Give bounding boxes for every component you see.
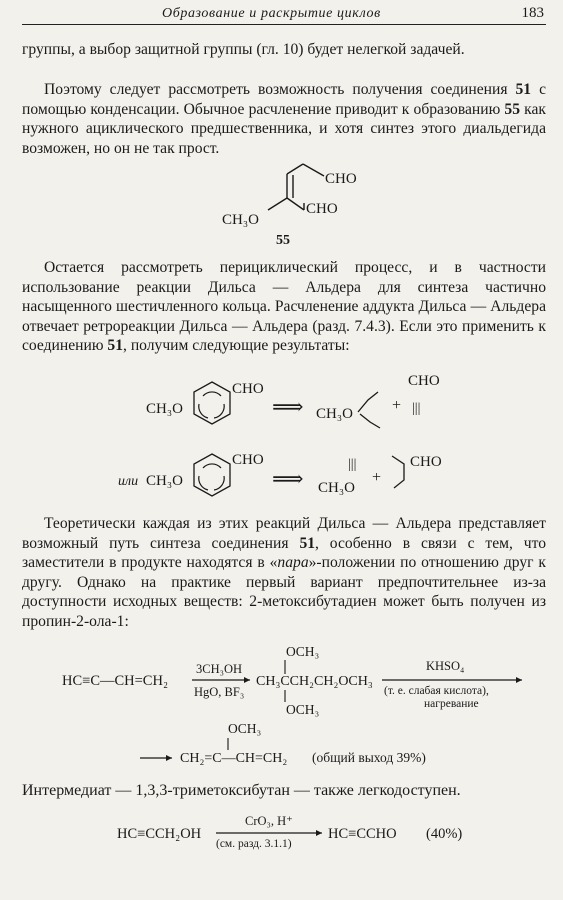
paragraph-3-text-a: Остается рассмотреть перициклический процесс, и в частности использование реакции Дильса — Альдера для синтеза частично насыщенного шестичленного кольца. Расчленение аддукта Дильса — Альдера отвечает ретрореакции Дильса — Альдера (разд. 7.4.3). Если это применить к соединению (22, 259, 546, 355)
scheme1-product-top: OCH₃ (228, 721, 262, 736)
paragraph-2-text-a: Поэтому следует рассмотреть возможность получения соединения (44, 81, 516, 98)
scheme1-intermediate-top: OCH₃ (286, 644, 320, 659)
scheme1-yield: (общий выход 39%) (312, 750, 426, 765)
paragraph-4-text-b: , особенно в связи с тем, что заместители в продукте находятся в « (22, 534, 547, 572)
paragraph-1 (22, 40, 546, 60)
scheme2-arrowhead (316, 830, 322, 836)
scheme2-yield: (40%) (426, 826, 463, 842)
scheme1-reagent2-bottom1: (т. е. слабая кислота), (384, 685, 489, 697)
row1-diene-label: CH₃O (316, 406, 353, 422)
paragraph-3-text-b: , получим следующие результаты: (123, 337, 350, 355)
scheme1-reagent-bottom: HgO, BF₃ (194, 685, 245, 699)
row2-prefix: или (118, 474, 139, 489)
row1-plus: + (392, 397, 402, 414)
scheme1-reagent2-bottom2: нагревание (424, 698, 479, 710)
scheme2-reagent-bottom: (см. разд. 3.1.1) (216, 838, 292, 850)
row1-triple-bond: ||| (412, 401, 421, 416)
compound-ref-51: 51 (515, 81, 532, 98)
paragraph-5 (22, 781, 546, 801)
scheme1-reagent2-top: KHSO₄ (426, 659, 465, 673)
row2-plus: + (372, 469, 382, 486)
retro-row-1 (146, 373, 440, 428)
scheme1-reactant: HC≡C—CH=CH₂ (62, 673, 169, 689)
scheme1-product-main: CH₂=C—CH=CH₂ (180, 751, 288, 766)
structure-55-cho-mid: CHO (306, 201, 338, 217)
paragraph-2-text-b: с помощью конденсации. Обычное расчленение приводит к образованию (22, 81, 546, 118)
row1-cho: CHO (232, 381, 264, 397)
row1-dienophile-label: CHO (408, 373, 440, 389)
scheme-2 (0, 812, 563, 872)
compound-ref-51: 51 (299, 534, 316, 552)
compound-ref-55: 55 (504, 100, 520, 118)
scheme2-reactant: HC≡CCH₂OH (117, 826, 202, 842)
paragraph-4 (22, 514, 546, 632)
structure-55-och3: CH₃O (222, 212, 259, 228)
retro-row-2 (118, 452, 442, 496)
row2-substituent: CH₃O (146, 473, 183, 489)
scheme-1 (0, 640, 563, 775)
structure-55-labels (0, 165, 563, 250)
row1-ring-electron-arrows (199, 392, 224, 418)
row2-triple-bond: ||| (348, 457, 357, 472)
paragraph-2 (22, 80, 546, 158)
scheme1-intermediate-main: CH₃CCH₂CH₂OCH₃ (256, 674, 373, 689)
scheme1-intermediate-bottom: OCH₃ (286, 702, 320, 717)
retro-diels-alder-scheme (0, 370, 563, 510)
row1-ring (194, 382, 230, 424)
row2-cho: CHO (232, 452, 264, 468)
paragraph-3 (22, 258, 546, 356)
paragraph-4-text-a: Теоретически каждая из этих реакций Дильса — Альдера представляет возможный путь синтеза соединения (22, 515, 546, 552)
paragraph-4-text-c: »-положении по отношению друг к другу. Однако на практике первый вариант предпочтительнее из-за доступности исходных веществ: 2-метоксибутадиен может быть получен из пропин-2-ола-1: (22, 554, 546, 630)
row1-substituent: CH₃O (146, 401, 183, 417)
scheme1-arrowhead-1 (244, 677, 250, 683)
row2-diene-label: CHO (410, 454, 442, 470)
row1-diene-bonds (358, 392, 380, 428)
row1-retro-arrow: ⟹ (272, 394, 304, 419)
para-term: пара (277, 554, 309, 572)
structure-55-cho-top: CHO (325, 171, 357, 187)
paragraph-1-text: группы, а выбор защитной группы (гл. 10) будет нелегкой задачей. (22, 41, 465, 58)
compound-ref-51: 51 (107, 337, 124, 355)
scheme1-arrowhead-3 (166, 755, 172, 761)
paragraph-2-text-c: как нужного ациклического предшественника, и хотя синтез этого диальдегида возможен, но он не так прост. (22, 100, 546, 157)
scheme1-arrowhead-2 (516, 677, 522, 683)
row2-retro-arrow: ⟹ (272, 466, 304, 491)
running-head (22, 4, 546, 25)
structure-55-number: 55 (276, 233, 290, 248)
scheme1-reagent-top: 3CH₃OH (196, 662, 243, 676)
paragraph-5-text: Интермедиат — 1,3,3-триметоксибутан — также легкодоступен. (22, 782, 461, 799)
row2-ring-electron-arrows (199, 464, 224, 490)
row2-dienophile-label: CH₃O (318, 480, 355, 496)
row2-ring (194, 454, 230, 496)
page-number: 183 (521, 5, 544, 21)
running-title: Образование и раскрытие циклов (162, 6, 381, 21)
scheme2-reagent-top: CrO₃, H⁺ (245, 814, 293, 828)
row2-diene-bonds (392, 456, 404, 488)
scheme2-product: HC≡CCHO (328, 826, 397, 842)
